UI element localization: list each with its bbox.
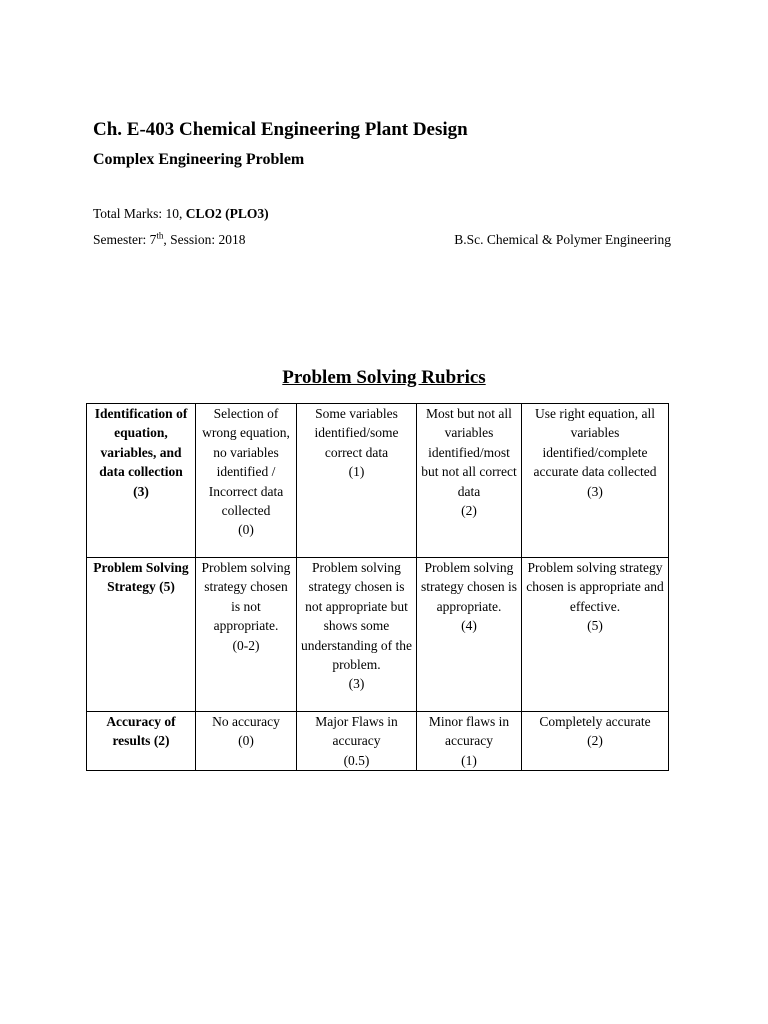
- semester-line: [93, 232, 246, 248]
- total-marks-text: Total Marks: 10,: [93, 206, 186, 221]
- criterion-identification: Identification of equation, variables, and data collection (3): [94, 406, 188, 499]
- table-row: [87, 404, 669, 558]
- level-text: Minor flaws in accuracy (1): [428, 714, 510, 768]
- level-text: Problem solving strategy chosen is not appropriate but shows some understanding of the problem. (3): [301, 560, 412, 692]
- course-title: Ch. E-403 Chemical Engineering Plant Design: [93, 119, 468, 140]
- rubric-cell: [196, 712, 297, 771]
- criterion-cell: [87, 558, 196, 712]
- rubric-cell: [196, 558, 297, 712]
- criterion-accuracy: Accuracy of results (2): [106, 714, 176, 749]
- rubric-cell: [522, 558, 669, 712]
- clo-label: CLO2 (PLO3): [185, 206, 269, 221]
- level-text: Completely accurate (2): [539, 714, 651, 749]
- level-text: Selection of wrong equation, no variables identified / Incorrect data collected (0): [202, 406, 290, 538]
- document-subtitle: Complex Engineering Problem: [93, 151, 305, 168]
- level-text: Major Flaws in accuracy (0.5): [315, 714, 398, 768]
- semester-text: Semester: 7: [93, 232, 157, 247]
- rubric-cell: [417, 712, 522, 771]
- total-marks-line: [93, 206, 269, 222]
- table-row: [87, 712, 669, 771]
- level-text: Use right equation, all variables identified/complete accurate data collected (3): [533, 406, 657, 499]
- level-text: Problem solving strategy chosen is appropriate. (4): [421, 560, 517, 634]
- level-text: No accuracy (0): [212, 714, 280, 749]
- level-text: Most but not all variables identified/most but not all correct data (2): [421, 406, 517, 519]
- rubric-cell: [522, 712, 669, 771]
- rubric-cell: [297, 712, 417, 771]
- semester-superscript: th: [156, 230, 164, 241]
- criterion-cell: [87, 712, 196, 771]
- rubric-cell: [417, 404, 522, 558]
- table-row: [87, 558, 669, 712]
- level-text: Problem solving strategy chosen is not appropriate. (0-2): [201, 560, 291, 653]
- level-text: Problem solving strategy chosen is appropriate and effective. (5): [526, 560, 664, 634]
- criterion-strategy: Problem Solving Strategy (5): [93, 560, 189, 595]
- rubric-cell: [297, 558, 417, 712]
- program-name: B.Sc. Chemical & Polymer Engineering: [454, 232, 671, 247]
- criterion-cell: [87, 404, 196, 558]
- rubric-cell: [417, 558, 522, 712]
- rubric-heading: Problem Solving Rubrics: [282, 367, 486, 388]
- rubric-cell: [196, 404, 297, 558]
- rubric-cell: [522, 404, 669, 558]
- rubric-cell: [297, 404, 417, 558]
- session-text: , Session: 2018: [163, 232, 246, 247]
- level-text: Some variables identified/some correct data (1): [314, 406, 399, 480]
- rubric-table: [86, 403, 669, 771]
